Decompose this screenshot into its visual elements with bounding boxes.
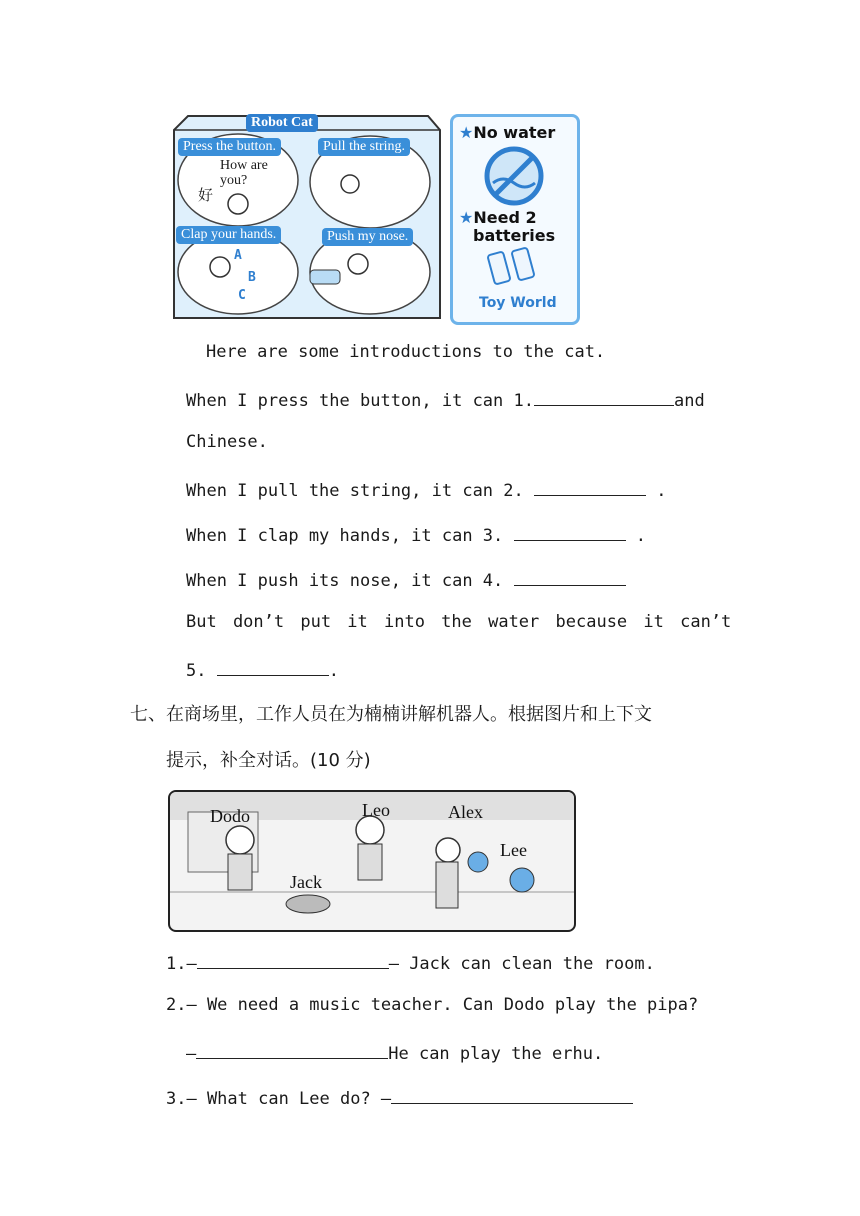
speech-chinese-char: 好: [198, 186, 214, 204]
passage-line-2: Chinese.: [186, 432, 268, 452]
robot-name-alex: Alex: [448, 802, 483, 822]
no-water-icon: [483, 145, 545, 207]
star-icon: ★: [459, 123, 474, 142]
blank-q1[interactable]: [197, 950, 389, 969]
press-button-label: Press the button.: [178, 138, 281, 156]
letter-a: A: [234, 248, 242, 263]
passage-intro: Here are some introductions to the cat.: [206, 342, 606, 362]
passage-line-4: When I clap my hands, it can 3. .: [186, 522, 646, 546]
letter-b: B: [248, 270, 256, 285]
no-water-label: ★No water: [459, 123, 556, 142]
letter-c: C: [238, 288, 246, 303]
batteries-icon: [487, 247, 543, 287]
blank-q3[interactable]: [391, 1085, 633, 1104]
robots-scene-illustration: [168, 790, 576, 932]
dialogue-q2-answer: — He can play the erhu.: [186, 1040, 603, 1064]
robot-name-lee: Lee: [500, 840, 527, 860]
toy-world-panel: [450, 114, 580, 325]
robot-name-dodo: Dodo: [210, 806, 250, 826]
blank-3[interactable]: [514, 522, 626, 541]
star-icon: ★: [459, 208, 474, 227]
push-nose-label: Push my nose.: [322, 228, 413, 246]
dialogue-q1: 1.— — Jack can clean the room.: [166, 950, 655, 974]
robot-cat-illustration: [170, 112, 442, 322]
section-7-heading-line-2: 提示，补全对话。(10 分): [166, 750, 371, 771]
dialogue-q3: 3.— What can Lee do? —: [166, 1085, 633, 1109]
passage-line-1: When I press the button, it can 1. and: [186, 387, 705, 411]
clap-hands-label: Clap your hands.: [176, 226, 281, 244]
blank-4[interactable]: [514, 567, 626, 586]
passage-line-3: When I pull the string, it can 2. .: [186, 477, 667, 501]
passage-line-5: When I push its nose, it can 4.: [186, 567, 626, 591]
toy-world-brand: Toy World: [479, 295, 557, 311]
pull-string-label: Pull the string.: [318, 138, 410, 156]
passage-line-7: 5. .: [186, 657, 339, 681]
blank-1[interactable]: [534, 387, 674, 406]
robot-name-jack: Jack: [290, 872, 322, 892]
robot-name-leo: Leo: [362, 800, 390, 820]
blank-q2[interactable]: [196, 1040, 388, 1059]
blank-2[interactable]: [534, 477, 646, 496]
batteries-label: ★Need 2 batteries: [459, 208, 556, 245]
robot-cat-title: Robot Cat: [246, 114, 318, 132]
speech-how-are-you: How are you?: [220, 158, 268, 188]
dialogue-q2: 2.— We need a music teacher. Can Dodo play the pipa?: [166, 995, 699, 1015]
blank-5[interactable]: [217, 657, 329, 676]
section-7-heading: 七、在商场里，工作人员在为楠楠讲解机器人。根据图片和上下文: [130, 704, 652, 725]
passage-line-6: But don’t put it into the water because it can’t: [186, 612, 732, 632]
